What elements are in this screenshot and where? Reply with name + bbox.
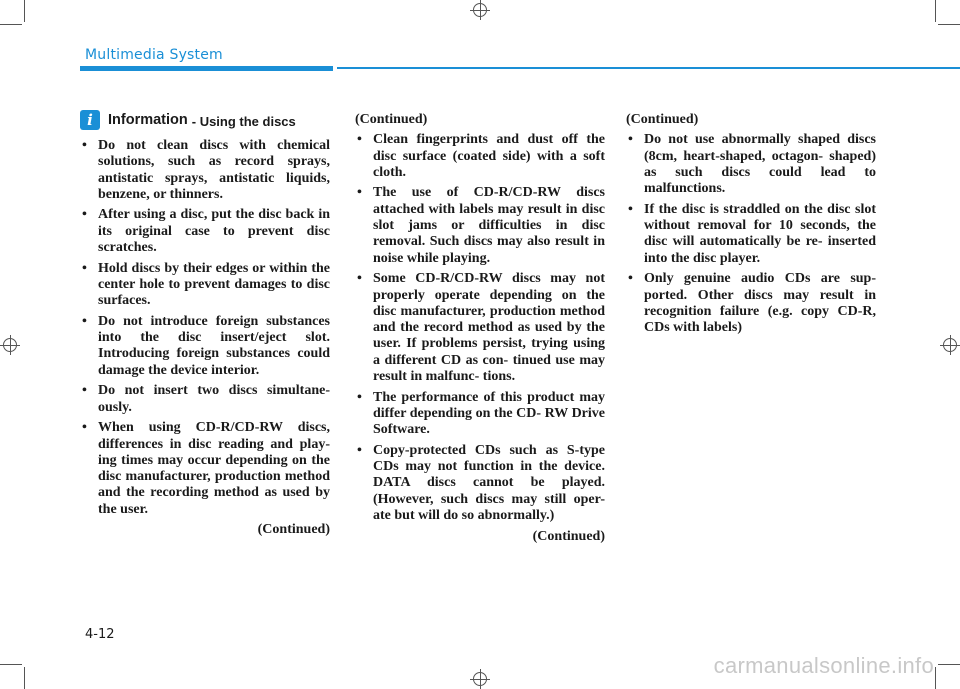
crop-mark: [24, 667, 25, 689]
crop-mark: [935, 667, 936, 689]
list-item: • Do not introduce foreign substances into the disc insert/eject slot. Introducing foreign substances could damage the device interior.: [80, 314, 330, 379]
continued-label: (Continued): [532, 528, 605, 544]
list-item: • Do not insert two discs simultane- ously.: [80, 383, 330, 416]
list-item: • Some CD-R/CD-RW discs may not properly operate depending on the disc manufacturer, production method and the record method as used by the user. If problems persist, trying using a different CD as con- tinued use may result in malfunc- tions.: [355, 271, 605, 385]
continued-label: (Continued): [355, 112, 428, 127]
list-item: • If the disc is straddled on the disc slot without removal for 10 seconds, the disc will automatically be re- inserted into the disc player.: [626, 202, 876, 267]
bullet-list: [80, 138, 330, 518]
crop-mark: [938, 664, 960, 665]
column-1: [80, 110, 330, 539]
registration-mark-right: [940, 335, 960, 355]
list-item: • Do not use abnormally shaped discs (8cm, heart-shaped, octagon- shaped) as such discs could lead to malfunctions.: [626, 132, 876, 197]
registration-mark-left: [0, 335, 20, 355]
column-3: [626, 112, 876, 341]
bullet-list: [626, 132, 876, 336]
watermark: carmanualsonline.info: [713, 653, 934, 678]
list-item: • Do not clean discs with chemical solutions, such as record sprays, antistatic sprays, antistatic liquids, benzene, or thinners.: [80, 138, 330, 203]
column-2: [355, 112, 605, 545]
continued-label: (Continued): [257, 522, 330, 538]
information-subtitle: - Using the discs: [191, 113, 296, 129]
list-item: • Clean fingerprints and dust off the disc surface (coated side) with a soft cloth.: [355, 132, 605, 181]
list-item: • The performance of this product may differ depending on the CD- RW Drive Software.: [355, 390, 605, 439]
crop-mark: [0, 664, 22, 665]
crop-mark: [935, 0, 936, 22]
list-item: • When using CD-R/CD-RW discs, differences in disc reading and play- ing times may occur depending on the disc manufacturer, production method and the recording method as used by the user.: [80, 420, 330, 518]
registration-mark-bottom: [470, 669, 490, 689]
continued-label: (Continued): [626, 112, 699, 127]
information-heading: [80, 110, 330, 130]
list-item: • Only genuine audio CDs are sup- ported. Other discs may result in recognition failure (e.g. copy CD-R, CDs with labels): [626, 271, 876, 336]
registration-mark-top: [470, 0, 490, 20]
info-icon: i: [80, 110, 100, 130]
information-title: Information: [108, 111, 188, 128]
list-item: • The use of CD-R/CD-RW discs attached with labels may result in disc slot jams or difficulties in disc removal. Such discs may also result in noise while playing.: [355, 185, 605, 266]
crop-mark: [24, 0, 25, 22]
section-title: Multimedia System: [85, 47, 223, 63]
header-bar: [80, 66, 333, 71]
bullet-list: [355, 132, 605, 524]
crop-mark: [0, 24, 22, 25]
page-number: 4-12: [85, 627, 115, 642]
crop-mark: [938, 24, 960, 25]
list-item: • Hold discs by their edges or within the center hole to prevent damages to disc surfaces.: [80, 261, 330, 310]
list-item: • Copy-protected CDs such as S-type CDs may not function in the device. DATA discs cannot be played. (However, such discs may still oper- ate but will do so abnormally.): [355, 443, 605, 524]
list-item: • After using a disc, put the disc back in its original case to prevent disc scratches.: [80, 207, 330, 256]
header-rule: [337, 67, 960, 69]
